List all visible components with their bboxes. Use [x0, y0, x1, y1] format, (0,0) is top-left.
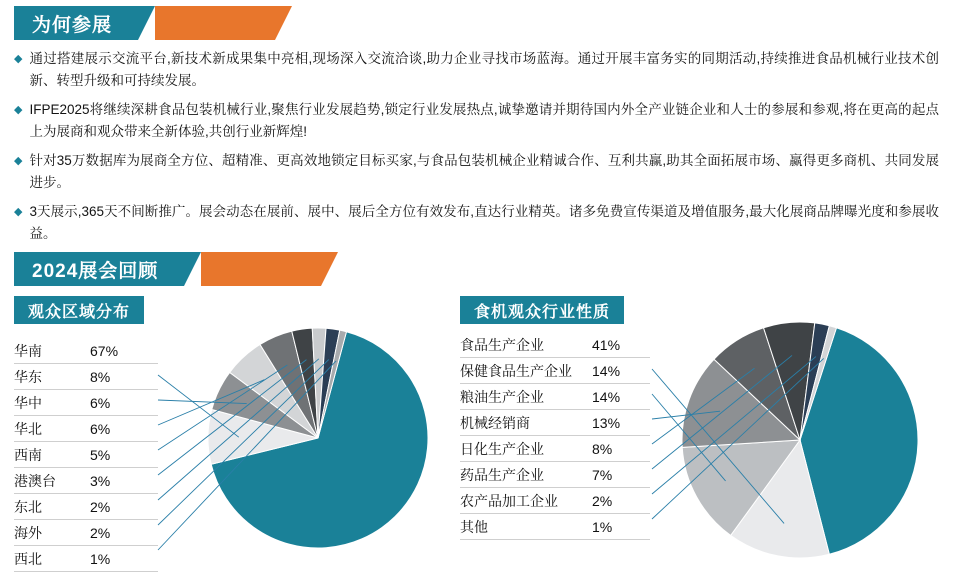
legend-label: 日化生产企业	[460, 440, 544, 457]
legend-label: 华北	[14, 420, 42, 437]
bullet-text: 通过搭建展示交流平台,新技术新成果集中亮相,现场深入交流洽谈,助力企业寻找市场蓝海。通过开展丰富务实的同期活动,持续推进食品机械行业技术创新、转型升级和可持续发展。	[29, 51, 939, 88]
list-item	[14, 150, 939, 194]
legend-label: 农产品加工企业	[460, 492, 558, 509]
legend-label: 华南	[14, 342, 42, 359]
legend-row	[14, 442, 158, 468]
legend-value: 6%	[90, 420, 111, 437]
legend-row	[14, 364, 158, 390]
legend-row	[14, 390, 158, 416]
legend-value: 3%	[90, 472, 111, 489]
why-exhibit-banner	[14, 6, 275, 40]
legend-value: 2%	[592, 492, 613, 509]
legend-row	[460, 514, 650, 540]
legend-label: 保健食品生产企业	[460, 362, 572, 379]
legend-row	[14, 468, 158, 494]
legend-value: 2%	[90, 498, 111, 515]
legend-row	[460, 410, 650, 436]
legend-row	[14, 416, 158, 442]
legend-label: 海外	[14, 524, 42, 541]
legend-row	[460, 462, 650, 488]
legend-value: 5%	[90, 446, 111, 463]
chart-right-title: 食机观众行业性质	[460, 296, 624, 324]
legend-label: 粮油生产企业	[460, 388, 544, 405]
industry-pie-chart	[650, 320, 950, 570]
diamond-bullet-icon: ◆	[14, 206, 23, 218]
diamond-bullet-icon: ◆	[14, 155, 23, 167]
bullet-text: IFPE2025将继续深耕食品包装机械行业,聚焦行业发展趋势,锁定行业发展热点,诚挚邀请并期待国内外全产业链企业和人士的参展和参观,将在更高的起点上为展商和观众带来全新体验,共创行业新辉煌!	[29, 102, 939, 139]
legend-label: 其他	[460, 518, 488, 535]
list-item	[14, 99, 939, 143]
chart-left-title: 观众区域分布	[14, 296, 144, 324]
legend-row	[460, 436, 650, 462]
list-item	[14, 201, 939, 245]
legend-value: 8%	[90, 368, 111, 385]
legend-value: 1%	[90, 550, 111, 567]
legend-value: 14%	[592, 388, 621, 405]
legend-label: 机械经销商	[460, 414, 530, 431]
legend-value: 41%	[592, 336, 621, 353]
review-banner	[14, 252, 321, 286]
legend-value: 2%	[90, 524, 111, 541]
diamond-bullet-icon: ◆	[14, 104, 23, 116]
legend-value: 1%	[592, 518, 613, 535]
why-exhibit-bullet-list	[14, 48, 939, 252]
legend-label: 食品生产企业	[460, 336, 544, 353]
legend-value: 14%	[592, 362, 621, 379]
industry-legend-table	[460, 332, 650, 540]
bullet-text: 针对35万数据库为展商全方位、超精准、更高效地锁定目标买家,与食品包装机械企业精诚合作、互利共赢,助其全面拓展市场、赢得更多商机、共同发展进步。	[29, 153, 939, 190]
legend-label: 西南	[14, 446, 42, 463]
legend-label: 药品生产企业	[460, 466, 544, 483]
legend-label: 西北	[14, 550, 42, 567]
legend-label: 华中	[14, 394, 42, 411]
legend-label: 东北	[14, 498, 42, 515]
legend-value: 6%	[90, 394, 111, 411]
diamond-bullet-icon: ◆	[14, 53, 23, 65]
legend-row	[460, 384, 650, 410]
why-exhibit-title: 为何参展	[14, 6, 138, 40]
banner-accent-orange	[201, 252, 321, 286]
banner-accent-orange	[155, 6, 275, 40]
legend-label: 华东	[14, 368, 42, 385]
legend-row	[460, 488, 650, 514]
legend-value: 67%	[90, 342, 119, 359]
review-title: 2024展会回顾	[14, 252, 184, 286]
legend-value: 8%	[592, 440, 613, 457]
legend-row	[14, 338, 158, 364]
legend-row	[14, 546, 158, 572]
bullet-text: 3天展示,365天不间断推广。展会动态在展前、展中、展后全方位有效发布,直达行业精英。诸多免费宣传渠道及增值服务,最大化展商品牌曝光度和参展收益。	[29, 204, 939, 241]
region-legend-table	[14, 338, 158, 572]
list-item	[14, 48, 939, 92]
region-pie-chart	[168, 328, 468, 568]
legend-row	[14, 520, 158, 546]
legend-value: 13%	[592, 414, 621, 431]
legend-value: 7%	[592, 466, 613, 483]
legend-row	[14, 494, 158, 520]
legend-row	[460, 332, 650, 358]
legend-label: 港澳台	[14, 472, 56, 489]
legend-row	[460, 358, 650, 384]
